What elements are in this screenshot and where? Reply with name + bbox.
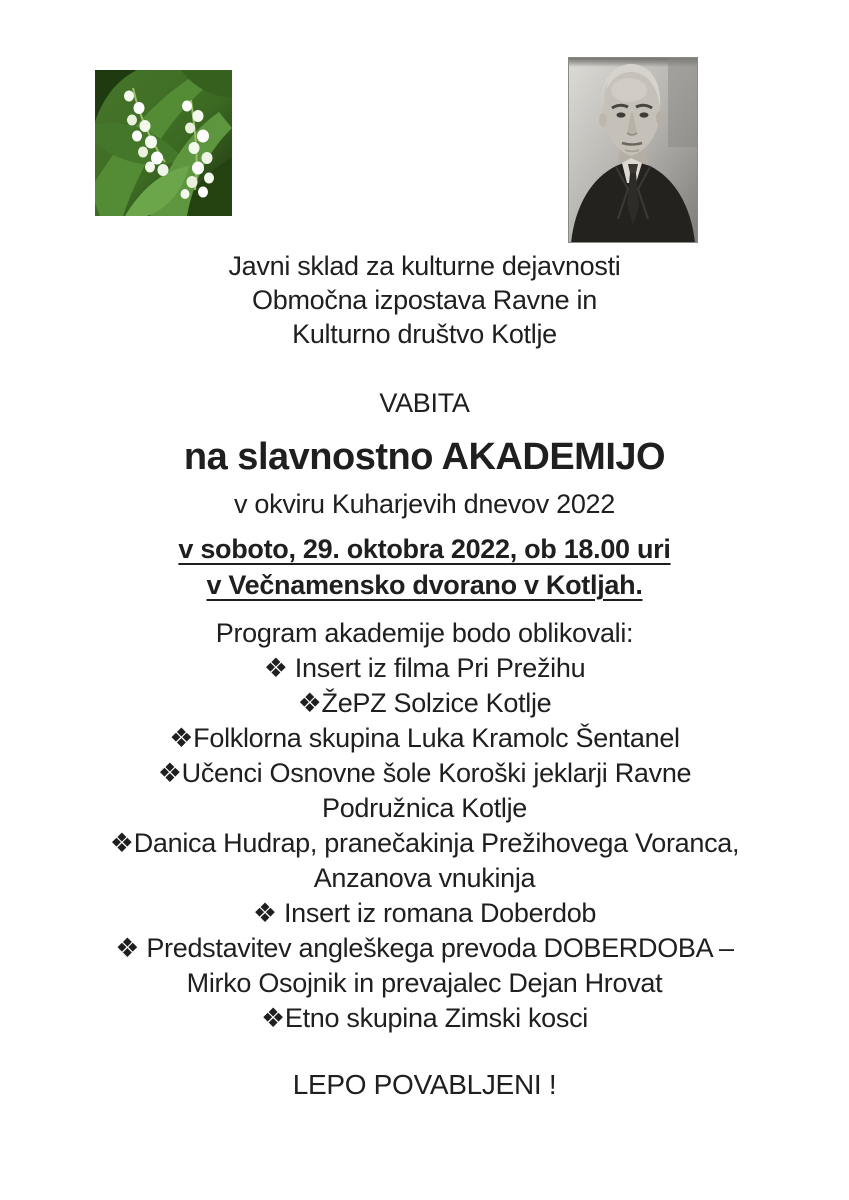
event-venue-line: v Večnamensko dvorano v Kotljah. bbox=[206, 570, 643, 600]
program-line-continuation: Podružnica Kotlje bbox=[321, 793, 528, 823]
lily-of-the-valley-illustration bbox=[95, 70, 232, 216]
event-title: na slavnostno AKADEMIJO bbox=[183, 436, 666, 478]
program-line: ❖Danica Hudrap, pranečakinja Prežihovega Voranca, bbox=[109, 828, 740, 858]
portrait-illustration bbox=[568, 57, 698, 243]
closing-line: LEPO POVABLJENI ! bbox=[292, 1069, 557, 1100]
program-line-continuation: Anzanova vnukinja bbox=[313, 863, 536, 893]
program-line: ❖ Predstavitev angleškega prevoda DOBERDOBA – bbox=[115, 933, 734, 963]
program-line: ❖Učenci Osnovne šole Koroški jeklarji Ravne bbox=[157, 758, 692, 788]
program-heading: Program akademije bodo oblikovali: bbox=[215, 618, 634, 648]
program-line: ❖Folklorna skupina Luka Kramolc Šentanel bbox=[169, 723, 680, 753]
program-line: ❖ Insert iz filma Pri Prežihu bbox=[263, 653, 586, 683]
organizer-line-1: Javni sklad za kulturne dejavnosti bbox=[228, 251, 621, 281]
date-venue-block bbox=[0, 531, 849, 603]
organizer-block bbox=[0, 249, 849, 351]
program-line: ❖ Insert iz romana Doberdob bbox=[252, 898, 597, 928]
invitation-verb: VABITA bbox=[379, 388, 470, 418]
event-date-line: v soboto, 29. oktobra 2022, ob 18.00 uri bbox=[178, 534, 671, 564]
program-line: ❖Etno skupina Zimski kosci bbox=[260, 1003, 588, 1033]
program-line-continuation: Mirko Osojnik in prevajalec Dejan Hrovat bbox=[186, 968, 663, 998]
program-line: ❖ŽePZ Solzice Kotlje bbox=[297, 688, 552, 718]
organizer-line-2: Območna izpostava Ravne in bbox=[252, 285, 597, 315]
lily-of-the-valley-image bbox=[95, 70, 232, 216]
portrait-photo-image bbox=[568, 57, 698, 243]
program-block bbox=[0, 616, 849, 1036]
organizer-line-3: Kulturno društvo Kotlje bbox=[292, 319, 557, 349]
event-subtitle: v okviru Kuharjevih dnevov 2022 bbox=[234, 489, 615, 519]
